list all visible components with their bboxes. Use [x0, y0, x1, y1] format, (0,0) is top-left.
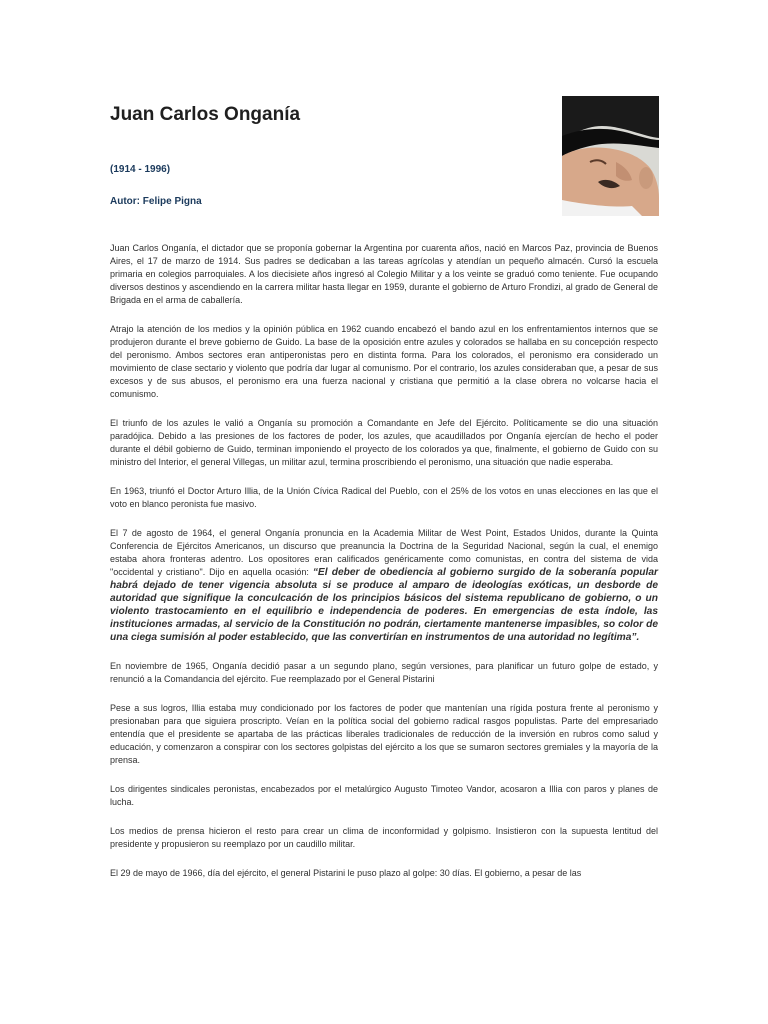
lifespan-years: (1914 - 1996) — [110, 164, 171, 175]
paragraph-2: Atrajo la atención de los medios y la opinión pública en 1962 cuando encabezó el bando azul en los enfrentamientos internos que se produjeron durante el breve gobierno de Guido. La base de la oposición entre azules y colorados se hallaba en su concepción respecto del peronismo. Ambos sectores eran antiperonistas pero en distinta forma. Para los colorados, el peronismo era considerado un movimiento de clase sectario y violento que podría dar lugar al comunismo. Por el contrario, los azules consideraban que, a pesar de sus excesos y de sus abusos, el peronismo era una fuerza nacional y cristiana que permitió a la clase obrera no volcarse hacia el comunismo. — [110, 324, 658, 399]
paragraph-4: En 1963, triunfó el Doctor Arturo Illia, de la Unión Cívica Radical del Pueblo, con el 25% de los votos en unas elecciones en las que el voto en blanco peronista fue masivo. — [110, 486, 658, 509]
paragraph-10: El 29 de mayo de 1966, día del ejército, el general Pistarini le puso plazo al golpe: 30 días. El gobierno, a pesar de las — [110, 868, 582, 878]
paragraph-7: Pese a sus logros, Illia estaba muy condicionado por los factores de poder que mantenían una rígida postura frente al peronismo y presionaban para que siguiera proscripto. Veían en la política social del gobierno radical rasgos populistas. Parte del empresariado entendía que el presidente se apartaba de las prácticas liberales tradicionales de reducción de la inversión en rubros como salud y educación, y comenzaron a conspirar con los sectores golpistas del ejército a los que se sumaron sectores gremiales y la mayoría de la prensa. — [110, 703, 658, 765]
paragraph-1: Juan Carlos Onganía, el dictador que se proponía gobernar la Argentina por cuarenta años, nació en Marcos Paz, provincia de Buenos Aires, el 17 de marzo de 1914. Sus padres se dedicaban a las tareas agrícolas y atendían un pequeño almacén. Cursó la escuela primaria en colegios parroquiales. A los diecisiete años ingresó al Colegio Militar y a los veinte se graduó como teniente. Fue ocupando diversos destinos y ascendiendo en la carrera militar hasta llegar en 1959, durante el gobierno de Arturo Frondizi, al grado de General de Brigada en el arma de caballería. — [110, 243, 658, 305]
paragraph-5-text: El 7 de agosto de 1964, el general Onganía pronuncia en la Academia Militar de West Point, Estados Unidos, durante la Quinta Conferencia de Ejércitos Americanos, un discurso que preanuncia la Doctrina de la Seguridad Nacional, según la cual, el enemigo estaba ahora fronteras adentro. Los opositores eran calificados genéricamente como comunistas, en contra del sistema de vida "occidental y cristiano". Dijo en aquella ocasión: — [110, 528, 658, 577]
paragraph-8: Los dirigentes sindicales peronistas, encabezados por el metalúrgico Augusto Timoteo Vandor, acosaron a Illia con paros y planes de lucha. — [110, 784, 658, 807]
paragraph-5 — [110, 527, 658, 644]
paragraph-6: En noviembre de 1965, Onganía decidió pasar a un segundo plano, según versiones, para planificar un futuro golpe de estado, y renunció a la Comandancia del ejército. Fue reemplazado por el General Pistarini — [110, 661, 658, 684]
article-title: Juan Carlos Onganía — [110, 104, 301, 125]
portrait-photo — [562, 96, 659, 216]
paragraph-9: Los medios de prensa hicieron el resto para crear un clima de inconformidad y golpismo. Insistieron con la supuesta lentitud del presidente y propusieron su reemplazo por un caudillo militar. — [110, 826, 658, 849]
article-author: Autor: Felipe Pigna — [110, 196, 202, 207]
west-point-quote: “El deber de obediencia al gobierno surgido de la soberanía popular habrá dejado de tener vigencia absoluta si se produce al amparo de ideologías exóticas, un desborde de autoridad que signifique la conculcación de los principios básicos del sistema republicano de gobierno, o un violento trastocamiento en el equilibrio e independencia de poderes. En emergencias de esta índole, las instituciones armadas, al servicio de la Constitución no podrán, ciertamente mantenerse impasibles, so color de una ciega sumisión al poder establecido, que las convertirían en instrumentos de una autoridad no legítima”. — [110, 567, 658, 643]
article-body — [110, 242, 658, 896]
paragraph-3: El triunfo de los azules le valió a Onganía su promoción a Comandante en Jefe del Ejército. Políticamente se dio una situación paradójica. Debido a las presiones de los factores de poder, los azules, que acaudillados por Onganía ejercían de hecho el poder durante el débil gobierno de Guido, terminan imponiendo el proyecto de los colorados ya que, finalmente, el gobierno de Guido con su ministro del Interior, el general Villegas, un militar azul, termina proscribiendo el peronismo, una situación que nadie esperaba. — [110, 418, 658, 467]
